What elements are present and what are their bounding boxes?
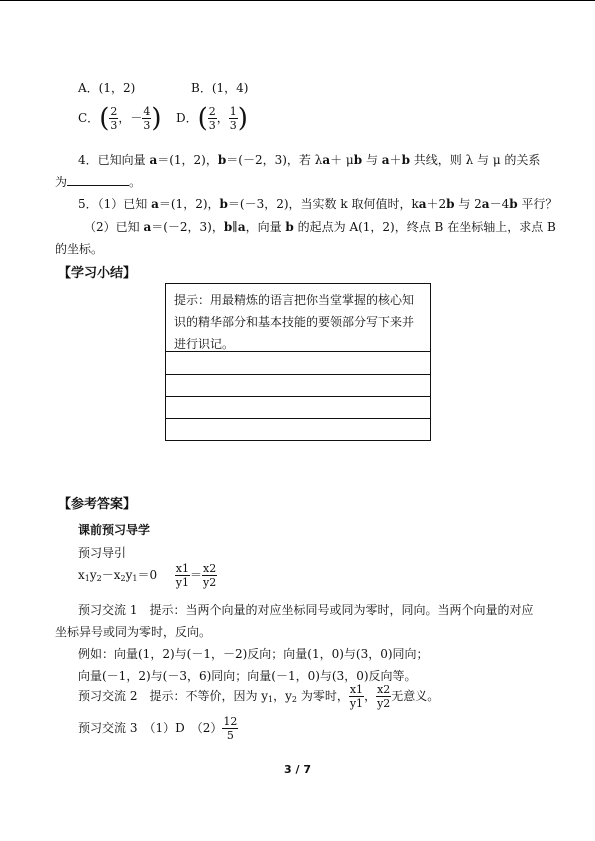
paren-close: ) (237, 103, 248, 134)
question-4-line1: 4．已知向量 a＝(1，2)，b＝(－2，3)，若 λa＋ μb 与 a＋b 共线，则 λ 与 μ 的关系 (78, 153, 541, 167)
choice-c-label: C． (78, 111, 100, 125)
fraction: $\frac{2}{3}$ (208, 105, 216, 132)
preview-exchange-2: 预习交流 2 提示：不等价，因为 $y_1$，$y_2$ 为零时， $\frac{x1}{y1}$ ， $\frac{x2}{y2}$ 无意义。 (78, 683, 440, 710)
fraction: $\frac{12}{5}$ (223, 715, 238, 742)
question-4-line2: 为 。 (55, 175, 142, 189)
paren-close: ) (151, 103, 162, 134)
question-5-line1: 5．（1）已知 a＝(1，2)，b＝(－3，2)，当实数 k 取何值时，ka＋2b 与 2a－4b 平行？ (78, 197, 558, 211)
fraction: $\frac{x2}{y2}$ (203, 562, 217, 589)
answer-formula: $x_1y_2-x_2y_1=0$ $\frac{x1}{y1}$ ＝ $\frac{x2}{y2}$ (78, 562, 217, 589)
summary-heading: 【学习小结】 (58, 266, 137, 281)
preview-exchange-1-line1: 预习交流 1 提示：当两个向量的对应坐标同号或同为零时，同向。当两个向量的对应 (78, 603, 534, 617)
choice-c (78, 100, 162, 136)
choice-d (176, 100, 248, 136)
fraction: $\frac{x1}{y1}$ (349, 683, 364, 710)
fraction: $\frac{1}{3}$ (229, 105, 237, 132)
separator: ， (216, 111, 229, 125)
preview-guide-label: 预习导引 (78, 546, 127, 560)
writing-line (166, 351, 430, 352)
writing-line (166, 396, 430, 397)
page-number: 3 / 7 (284, 763, 311, 776)
preview-exchange-1-line4: 向量(－1，2)与(－3，6)同向；向量(－1，0)与(3，0)反向等。 (78, 669, 417, 683)
answer-blank (67, 174, 129, 186)
preview-exchange-1-line3: 例如：向量(1，2)与(－1，－2)反向；向量(1，0)与(3，0)同向； (78, 647, 429, 661)
summary-hint: 提示：用最精炼的语言把你当堂掌握的核心知识的精华部分和基本技能的要领部分写下来并进行识记。 (174, 293, 415, 351)
summary-box (165, 283, 431, 441)
question-5-line2: （2）已知 a＝(－2，3)，b∥a，向量 b 的起点为 A(1，2)，终点 B 在坐标轴上，求点 B (84, 220, 556, 234)
fraction: $\frac{x2}{y2}$ (377, 683, 391, 710)
writing-line (166, 418, 430, 419)
paren-open: ( (197, 103, 208, 134)
answers-heading: 【参考答案】 (58, 497, 137, 512)
preview-exchange-1-line2: 坐标异号或同为零时，反向。 (55, 625, 212, 639)
fraction: $\frac{4}{3}$ (143, 105, 151, 132)
top-rule (0, 0, 595, 1)
writing-line (166, 374, 430, 375)
answers-subheading: 课前预习导学 (78, 523, 151, 537)
paren-open: ( (99, 103, 110, 134)
choice-d-label: D． (176, 111, 198, 125)
separator: ，－ (118, 111, 143, 125)
question-5-line3: 的坐标。 (55, 242, 104, 256)
choice-a: A．(1，2) (78, 81, 136, 95)
fraction: $\frac{2}{3}$ (110, 105, 118, 132)
fraction: $\frac{x1}{y1}$ (175, 562, 190, 589)
preview-exchange-3: 预习交流 3 （1）D （2） $\frac{12}{5}$ (78, 715, 238, 742)
choice-b: B．(1，4) (191, 81, 249, 95)
